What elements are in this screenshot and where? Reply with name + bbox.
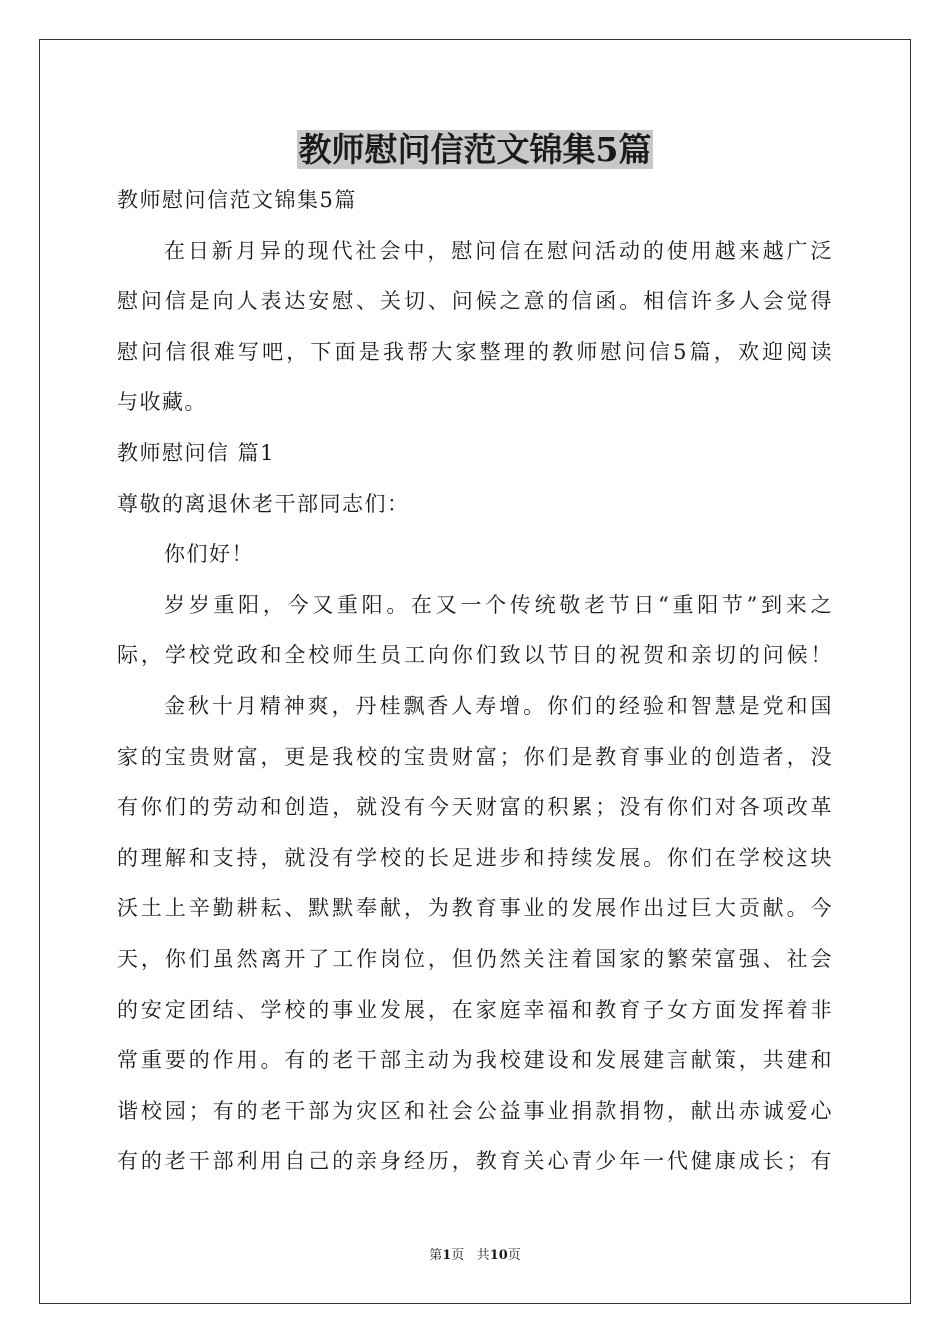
- body-line: 沃土上辛勤耕耘、默默奉献，为教育事业的发展作出过巨大贡献。今: [117, 896, 833, 921]
- body-line: 有你们的劳动和创造，就没有今天财富的积累；没有你们对各项改革: [117, 795, 833, 820]
- salutation: 尊敬的离退休老干部同志们：: [117, 491, 410, 516]
- body-line: 与收藏。: [117, 390, 207, 415]
- body-line: 金秋十月精神爽，丹桂飘香人寿增。你们的经验和智慧是党和国: [164, 693, 833, 718]
- greeting: 你们好！: [164, 542, 254, 567]
- body-line: 教师慰问信范文锦集5篇: [117, 188, 357, 212]
- total-pages-suffix: 页: [507, 1248, 521, 1263]
- page-number-prefix: 第: [429, 1248, 443, 1263]
- total-pages-number: 10: [489, 1248, 508, 1263]
- body-line: 慰问信是向人表达安慰、关切、问候之意的信函。相信许多人会觉得: [117, 289, 833, 314]
- current-page-number: 1: [442, 1248, 452, 1263]
- body-line: 家的宝贵财富，更是我校的宝贵财富；你们是教育事业的创造者，没: [117, 744, 833, 769]
- body-line: 岁岁重阳，今又重阳。在又一个传统敬老节日“重阳节”到来之: [164, 592, 833, 617]
- body-line: 常重要的作用。有的老干部主动为我校建设和发展建言献策，共建和: [117, 1048, 833, 1073]
- body-line: 的安定团结、学校的事业发展，在家庭幸福和教育子女方面发挥着非: [117, 997, 833, 1022]
- total-pages-prefix: 共: [476, 1248, 490, 1263]
- section-heading: 教师慰问信 篇1: [117, 440, 276, 465]
- document-title-text: 教师慰问信范文锦集5篇: [298, 130, 652, 169]
- body-line: 际，学校党政和全校师生员工向你们致以节日的祝贺和亲切的问候！: [117, 643, 833, 668]
- page-number-suffix: 页: [451, 1248, 465, 1263]
- body-line: 在日新月异的现代社会中，慰问信在慰问活动的使用越来越广泛: [164, 238, 833, 263]
- body-line: 的理解和支持，就没有学校的长足进步和持续发展。你们在学校这块: [117, 845, 833, 870]
- body-line: 天，你们虽然离开了工作岗位，但仍然关注着国家的繁荣富强、社会: [117, 946, 833, 971]
- page-footer: [0, 1246, 950, 1266]
- body-line: 慰问信很难写吧，下面是我帮大家整理的教师慰问信5篇，欢迎阅读: [117, 339, 833, 364]
- document-body: [117, 175, 833, 1187]
- body-line: 有的老干部利用自己的亲身经历，教育关心青少年一代健康成长；有: [117, 1149, 833, 1174]
- body-line: 谐校园；有的老干部为灾区和社会公益事业捐款捐物，献出赤诚爱心: [117, 1098, 833, 1123]
- document-title: [0, 126, 950, 174]
